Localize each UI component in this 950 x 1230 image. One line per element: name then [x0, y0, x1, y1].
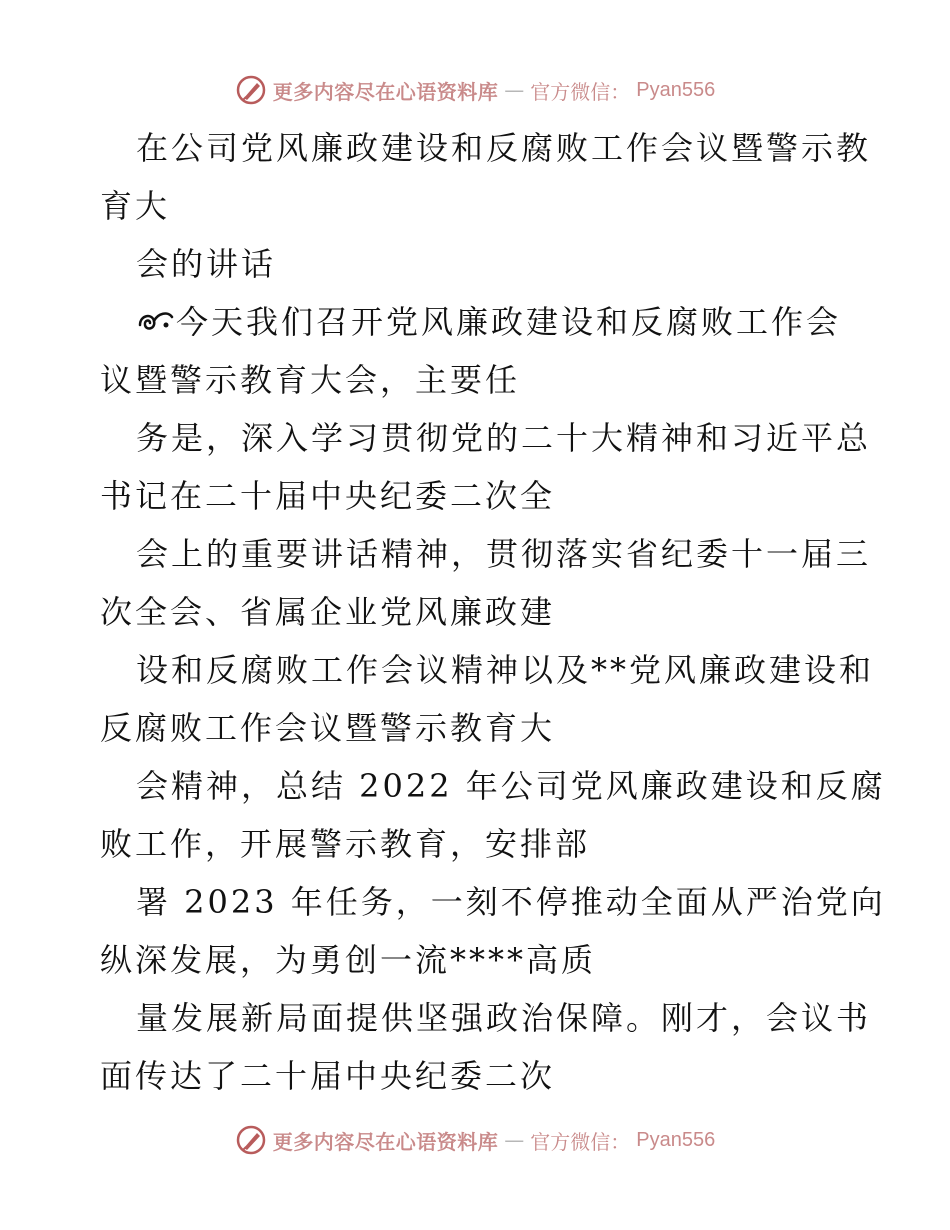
text-line-with-ornament [136, 302, 860, 342]
text-line: 议暨警示教育大会，主要任 [100, 361, 521, 399]
text-line: 会的讲话 [136, 245, 277, 283]
text-line: 败工作，开展警示教育，安排部 [100, 825, 591, 863]
text-line: 面传达了二十届中央纪委二次 [100, 1057, 556, 1095]
watermark-wechat-id: Pyan556 [636, 78, 716, 101]
watermark-wechat-label: 官方微信： [530, 79, 631, 104]
watermark-brand-text: 更多内容尽在心语资料库 [272, 79, 499, 104]
text-line: 量发展新局面提供坚强政治保障。刚才，会议书 [136, 999, 872, 1037]
text-line: 务是，深入学习贯彻党的二十大精神和习近平总 [136, 419, 872, 457]
text-line: 会精神，总结 2022 年公司党风廉政建设和反腐 [136, 767, 886, 805]
text-line: 次全会、省属企业党风廉政建 [100, 593, 556, 631]
text-line: 署 2023 年任务，一刻不停推动全面从严治党向 [136, 883, 886, 921]
footer-watermark [0, 1120, 950, 1160]
feather-pen-logo-icon [235, 74, 267, 106]
text-line: 反腐败工作会议暨警示教育大 [100, 709, 556, 747]
watermark-separator: — [504, 1128, 525, 1152]
text-line: 设和反腐败工作会议精神以及**党风廉政建设和 [136, 651, 875, 689]
watermark-brand-text: 更多内容尽在心语资料库 [272, 1129, 499, 1154]
text-line: 在公司党风廉政建设和反腐败工作会议暨警示教 [136, 129, 872, 167]
header-watermark [0, 70, 950, 110]
text-line: 书记在二十届中央纪委二次全 [100, 477, 556, 515]
text-line: 会上的重要讲话精神，贯彻落实省纪委十一届三 [136, 535, 872, 573]
ornament-swirl-icon [136, 305, 176, 337]
feather-pen-logo-icon [235, 1124, 267, 1156]
text-line-content: 今天我们召开党风廉政建设和反腐败工作会 [176, 303, 842, 341]
text-line: 育大 [100, 187, 171, 225]
watermark-wechat-id: Pyan556 [636, 1128, 716, 1151]
watermark-wechat-label: 官方微信： [530, 1129, 631, 1154]
text-line: 纵深发展，为勇创一流****高质 [100, 941, 597, 979]
watermark-separator: — [504, 78, 525, 102]
